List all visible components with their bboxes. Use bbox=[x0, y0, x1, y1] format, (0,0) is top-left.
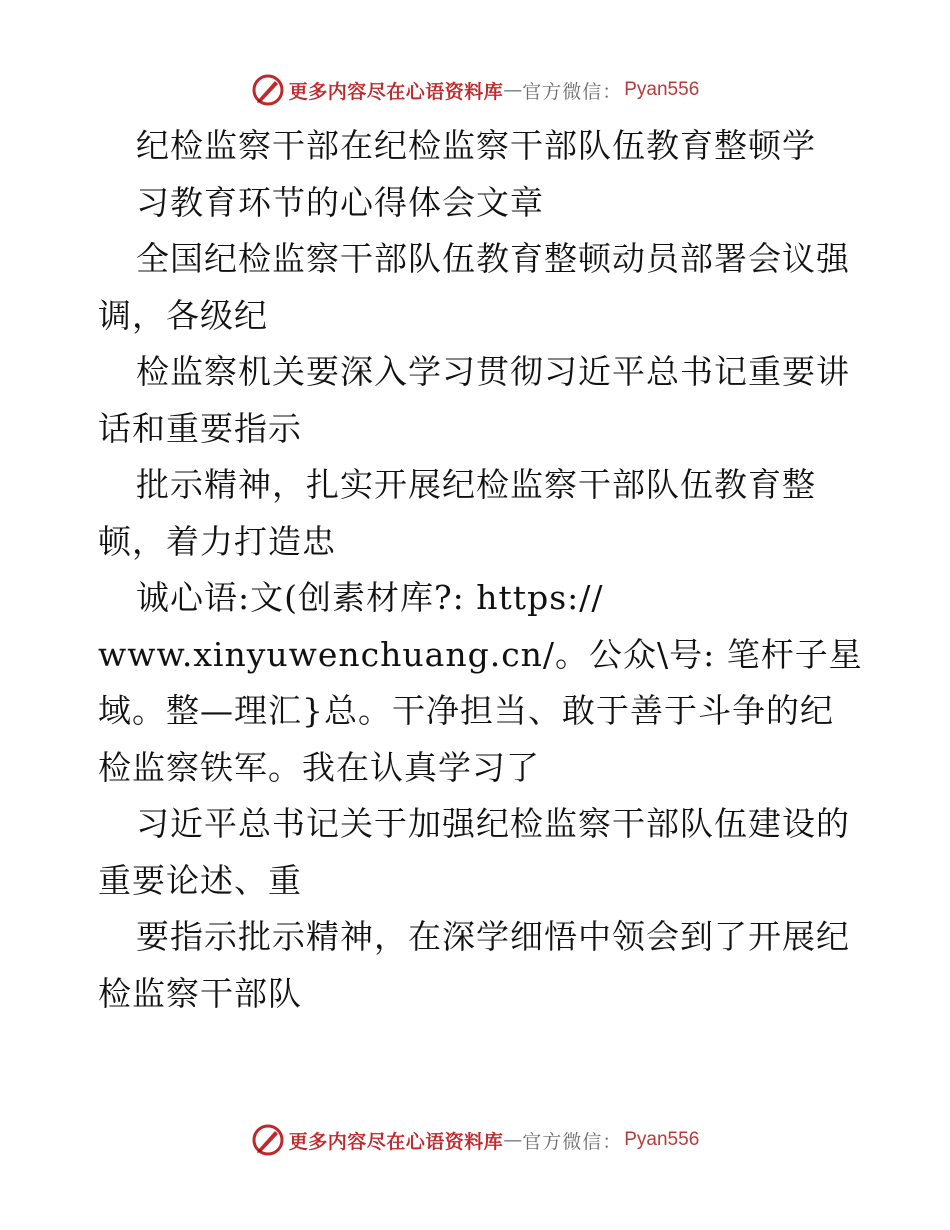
banner-dash: — bbox=[503, 1129, 523, 1151]
title-line: 习教育环节的心得体会文章 bbox=[136, 182, 544, 222]
paragraph-line: 检监察机关要深入学习贯彻习近平总书记重要讲 bbox=[136, 352, 850, 391]
title-line: 纪检监察干部在纪检监察干部队伍教育整顿学 bbox=[136, 126, 816, 165]
banner-slogan: 更多内容尽在心语资料库 bbox=[288, 1130, 504, 1153]
banner-wechat-label: 官方微信： bbox=[522, 80, 623, 103]
paragraph-line: www.xinyuwenchuang.cn/。公众\号: 笔杆子星 bbox=[98, 634, 863, 674]
paragraph-line: 调，各级纪 bbox=[98, 295, 268, 335]
banner-slogan: 更多内容尽在心语资料库 bbox=[288, 80, 504, 103]
paragraph-line: 检监察干部队 bbox=[98, 973, 302, 1013]
paragraph-line: 批示精神，扎实开展纪检监察干部队伍教育整 bbox=[136, 465, 816, 504]
header-banner bbox=[0, 70, 950, 110]
paragraph-line: 诚心语:文(创素材库?: https:// bbox=[136, 578, 604, 617]
banner-wechat-id: Pyan556 bbox=[624, 1129, 700, 1150]
paragraph-line: 域。整—理汇}总。干净担当、敢于善于斗争的纪 bbox=[98, 691, 834, 730]
quill-logo-icon bbox=[251, 73, 285, 107]
banner-wechat-id: Pyan556 bbox=[624, 79, 700, 100]
paragraph-line: 要指示批示精神，在深学细悟中领会到了开展纪 bbox=[136, 917, 850, 956]
paragraph-line: 重要论述、重 bbox=[98, 860, 302, 900]
paragraph-line: 全国纪检监察干部队伍教育整顿动员部署会议强 bbox=[136, 239, 850, 278]
banner-dash: — bbox=[503, 79, 523, 101]
paragraph-line: 检监察铁军。我在认真学习了 bbox=[98, 747, 540, 787]
paragraph-line: 习近平总书记关于加强纪检监察干部队伍建设的 bbox=[136, 804, 850, 843]
quill-logo-icon bbox=[251, 1123, 285, 1157]
footer-banner bbox=[0, 1120, 950, 1160]
paragraph-line: 话和重要指示 bbox=[98, 408, 302, 448]
paragraph-line: 顿，着力打造忠 bbox=[98, 521, 336, 561]
document-body bbox=[98, 118, 888, 1022]
banner-wechat-label: 官方微信： bbox=[522, 1130, 623, 1153]
